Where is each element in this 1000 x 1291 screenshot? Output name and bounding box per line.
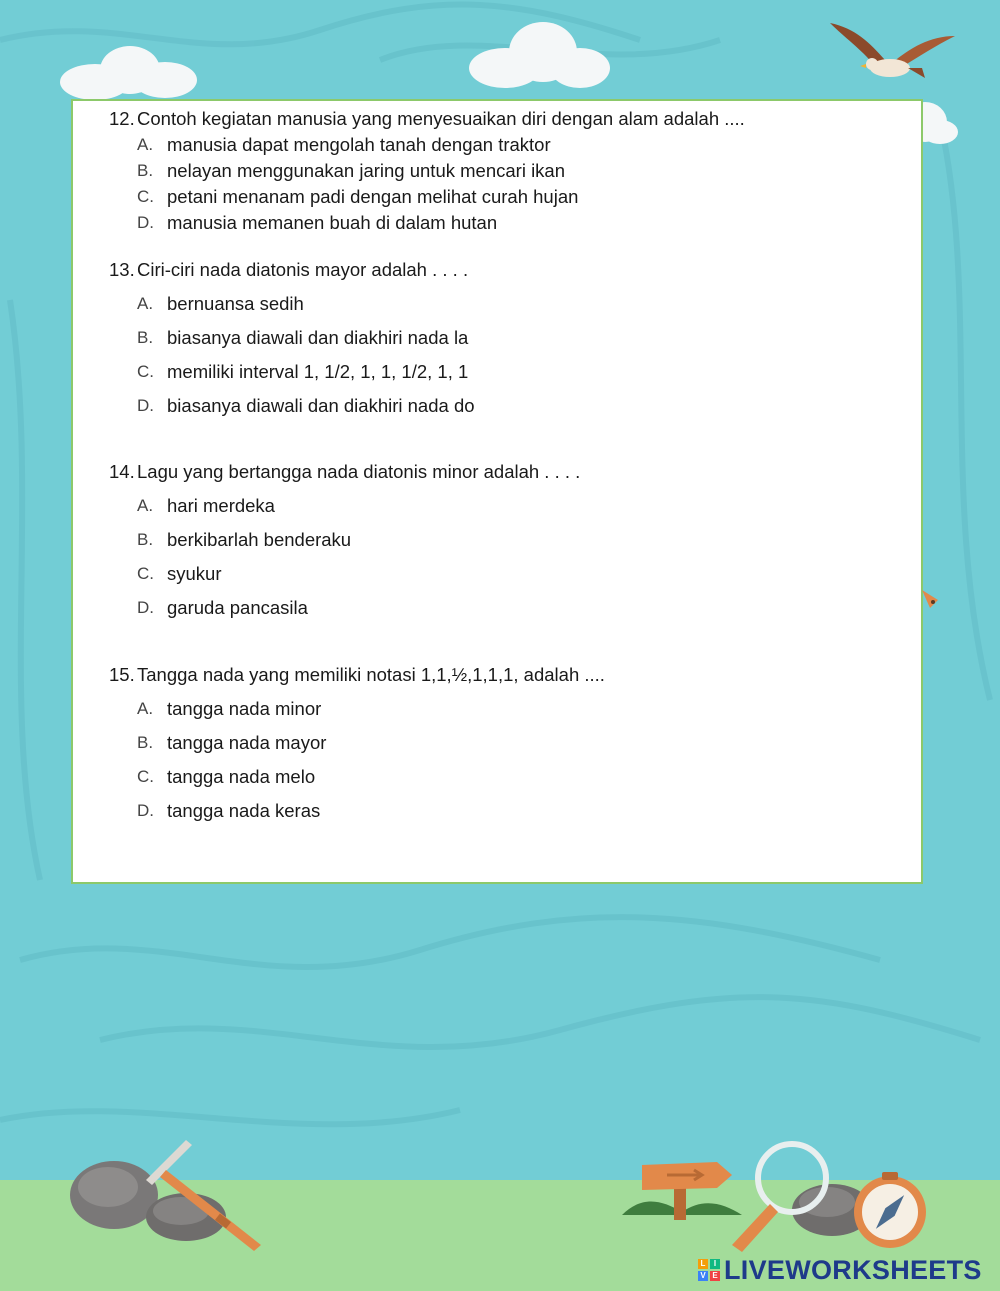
logo-square-e: E	[710, 1271, 720, 1281]
liveworksheets-logo	[698, 1253, 982, 1287]
option-letter: C.	[137, 767, 154, 786]
option-c[interactable]	[109, 765, 909, 789]
option-a[interactable]	[109, 697, 909, 721]
option-letter: B.	[137, 328, 154, 347]
option-letter: D.	[137, 213, 154, 232]
question-text: Ciri-ciri nada diatonis mayor adalah . . . .	[137, 259, 469, 280]
option-letter: A.	[137, 135, 154, 154]
option-b[interactable]	[109, 159, 909, 183]
question-card	[71, 99, 923, 884]
option-d[interactable]	[109, 596, 909, 620]
signpost-magnifier-compass-illustration	[622, 1140, 942, 1255]
logo-mark	[698, 1259, 720, 1281]
question-text: Lagu yang bertangga nada diatonis minor adalah . . . .	[137, 461, 581, 482]
pin-marker-icon	[920, 588, 942, 610]
option-text: memiliki interval 1, 1/2, 1, 1, 1/2, 1, 1	[167, 361, 469, 382]
option-text: berkibarlah benderaku	[167, 529, 352, 550]
option-text: tangga nada mayor	[167, 732, 327, 753]
option-letter: A.	[137, 294, 154, 313]
question-stem	[109, 663, 909, 687]
option-text: biasanya diawali dan diakhiri nada do	[167, 395, 475, 416]
eagle-illustration	[830, 18, 955, 88]
option-text: nelayan menggunakan jaring untuk mencari ikan	[167, 160, 566, 181]
option-letter: D.	[137, 598, 154, 617]
option-b[interactable]	[109, 326, 909, 350]
option-a[interactable]	[109, 292, 909, 316]
question-12	[109, 107, 909, 235]
question-number: 12.	[109, 108, 135, 129]
option-text: garuda pancasila	[167, 597, 308, 618]
option-d[interactable]	[109, 211, 909, 235]
rocks-pickaxe-illustration	[66, 1135, 276, 1255]
option-letter: D.	[137, 396, 154, 415]
option-d[interactable]	[109, 394, 909, 418]
question-13	[109, 258, 909, 418]
question-stem	[109, 107, 909, 131]
logo-square-v: V	[698, 1271, 708, 1281]
option-text: manusia dapat mengolah tanah dengan traktor	[167, 134, 551, 155]
option-c[interactable]	[109, 360, 909, 384]
option-text: tangga nada melo	[167, 766, 316, 787]
question-stem	[109, 460, 909, 484]
logo-square-l: L	[698, 1259, 708, 1269]
option-c[interactable]	[109, 185, 909, 209]
option-text: tangga nada minor	[167, 698, 322, 719]
option-b[interactable]	[109, 731, 909, 755]
option-letter: C.	[137, 362, 154, 381]
option-text: hari merdeka	[167, 495, 275, 516]
option-a[interactable]	[109, 133, 909, 157]
option-a[interactable]	[109, 494, 909, 518]
question-15	[109, 663, 909, 823]
option-letter: A.	[137, 496, 154, 515]
option-letter: B.	[137, 733, 154, 752]
question-text: Tangga nada yang memiliki notasi 1,1,½,1,1,1, adalah ....	[137, 664, 605, 685]
option-c[interactable]	[109, 562, 909, 586]
option-d[interactable]	[109, 799, 909, 823]
option-b[interactable]	[109, 528, 909, 552]
option-letter: D.	[137, 801, 154, 820]
option-letter: A.	[137, 699, 154, 718]
option-text: biasanya diawali dan diakhiri nada la	[167, 327, 469, 348]
cloud-center	[465, 18, 615, 93]
question-number: 14.	[109, 461, 135, 482]
logo-text: LIVEWORKSHEETS	[724, 1254, 982, 1285]
option-letter: C.	[137, 564, 154, 583]
option-text: bernuansa sedih	[167, 293, 304, 314]
question-number: 15.	[109, 664, 135, 685]
question-number: 13.	[109, 259, 135, 280]
option-text: tangga nada keras	[167, 800, 321, 821]
option-letter: B.	[137, 530, 154, 549]
option-text: manusia memanen buah di dalam hutan	[167, 212, 498, 233]
question-stem	[109, 258, 909, 282]
option-text: petani menanam padi dengan melihat curah hujan	[167, 186, 579, 207]
option-text: syukur	[167, 563, 222, 584]
question-14	[109, 460, 909, 620]
option-letter: C.	[137, 187, 154, 206]
logo-square-i: I	[710, 1259, 720, 1269]
cloud-left	[55, 42, 205, 102]
question-text: Contoh kegiatan manusia yang menyesuaikan diri dengan alam adalah ....	[137, 108, 745, 129]
option-letter: B.	[137, 161, 154, 180]
